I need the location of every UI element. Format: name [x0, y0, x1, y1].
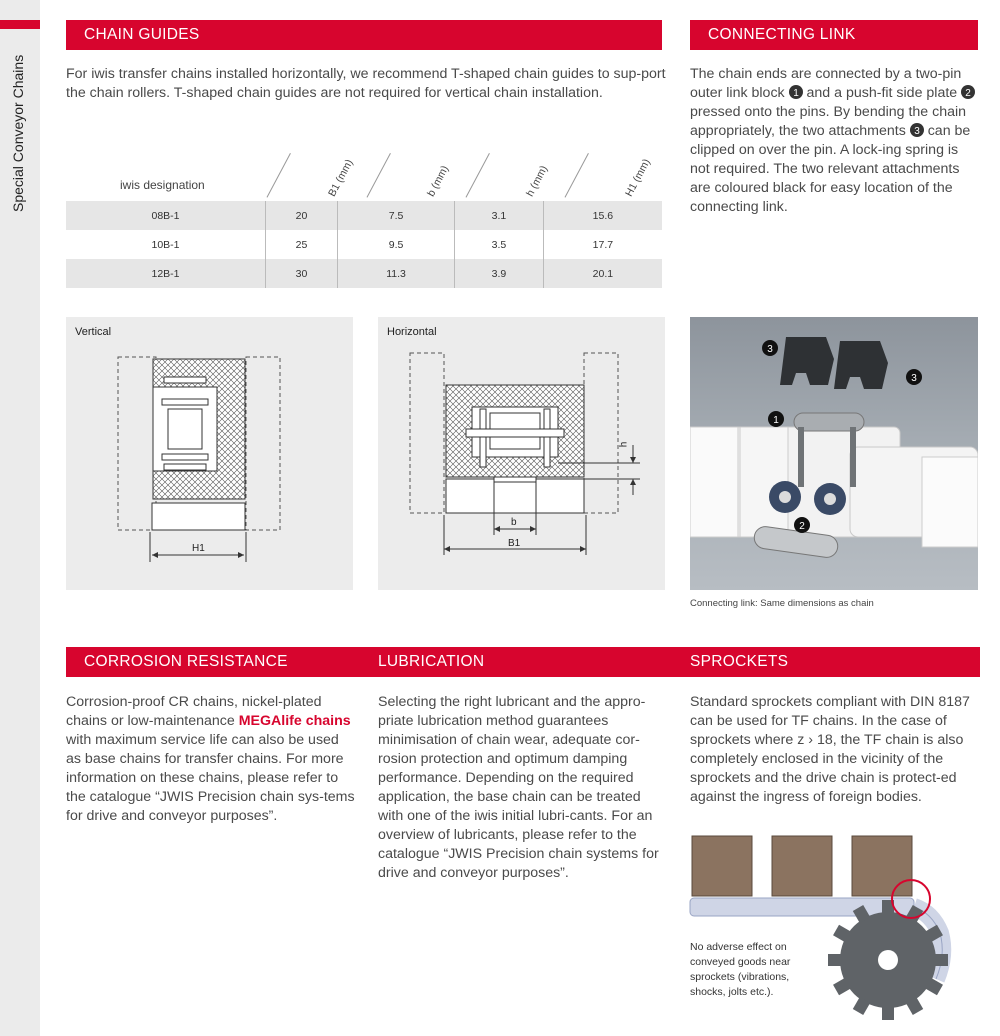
lubrication-header: LUBRICATION: [356, 647, 668, 677]
horizontal-dim-b: b: [511, 517, 517, 528]
table-cell: 15.6: [543, 201, 662, 230]
table-cell: 3.1: [455, 201, 544, 230]
table-col-H1: H1 (mm): [623, 156, 653, 199]
table-header-divider: [367, 153, 391, 198]
table-cell: 11.3: [337, 259, 454, 288]
svg-text:1: 1: [773, 415, 779, 426]
table-cell: 3.5: [455, 230, 544, 259]
sidebar: [0, 0, 40, 1036]
table-row: [66, 259, 662, 288]
table-row: [66, 201, 662, 230]
table-cell: 08B-1: [66, 201, 266, 230]
horizontal-guide-drawing: [378, 317, 665, 590]
chain-guides-table: [66, 201, 662, 288]
table-cell: 10B-1: [66, 230, 266, 259]
megalife-highlight: MEGAlife chains: [238, 713, 351, 729]
horizontal-diagram-title: Horizontal: [387, 326, 437, 338]
vertical-dim-H1: H1: [192, 543, 205, 554]
marker-1-icon: [789, 85, 803, 99]
connecting-link-photo: [690, 317, 978, 590]
corrosion-text: Corrosion-proof CR chains, nickel-plated chains or low-maintenance MEGAlife chains with maximum service life can also be used as base chains for transfer chains. For more information on these chains, please refer to the catalogue “JWIS Precision chain sys-tems for drive and conveyor purposes”.: [66, 694, 355, 824]
lubrication-text: Selecting the right lubricant and the appro-priate lubrication method guarantees minimisation of chain wear, adequate cor-rosion protection and optimum damping performance. Depending on the required application, the base chain can be treated with one of the iwis initial lubri-cants. For an overview of lubricants, please refer to the catalogue “JWIS Precision chain systems for drive and conveyor purposes”.: [378, 694, 659, 881]
svg-text:2: 2: [799, 521, 805, 532]
sidebar-label: Special Conveyor Chains: [10, 54, 26, 212]
sprockets-header: SPROCKETS: [668, 647, 980, 677]
corrosion-header: CORROSION RESISTANCE: [66, 647, 356, 677]
connecting-link-header: CONNECTING LINK: [690, 20, 978, 50]
svg-text:2: 2: [965, 88, 971, 99]
svg-text:3: 3: [767, 344, 773, 355]
sprockets-text: Standard sprockets compliant with DIN 8187 can be used for TF chains. In the case of sprockets where z › 18, the TF chain is also completely enclosed in the vicinity of the sprockets and the drive chain is protect-ed against the ingress of foreign bodies.: [690, 694, 970, 805]
svg-text:1: 1: [792, 88, 799, 99]
table-row: [66, 230, 662, 259]
sidebar-accent-bar: [0, 20, 40, 29]
svg-text:3: 3: [913, 126, 920, 137]
photo-caption: Connecting link: Same dimensions as chain: [690, 598, 874, 609]
table-cell: 7.5: [337, 201, 454, 230]
chain-guides-header: CHAIN GUIDES: [66, 20, 662, 50]
table-cell: 17.7: [592, 238, 614, 251]
table-header-divider: [267, 153, 291, 198]
table-cell: 3.9: [455, 259, 544, 288]
marker-3-icon: [910, 123, 924, 137]
connecting-link-text: The chain ends are connected by a two-pin outer link block 1 and a push-fit side plate 2 pressed onto the pins. By bending the chain appropriately, the two attachments 3 can be clipped on over the pin. A lock-ing spring is not required. The two relevant attachments are coloured black for easy location of the connecting link.: [690, 65, 978, 217]
horizontal-dim-h: h: [618, 441, 630, 448]
sprocket-illustration: [688, 830, 988, 1030]
table-header-divider: [466, 153, 490, 198]
vertical-diagram-title: Vertical: [75, 326, 112, 338]
marker-2-icon: [961, 85, 975, 99]
table-cell: 9.5: [337, 230, 454, 259]
table-cell: 20: [266, 201, 338, 230]
table-cell: 25: [266, 230, 338, 259]
table-cell: 30: [266, 259, 338, 288]
horizontal-diagram-panel: [378, 317, 665, 590]
horizontal-dim-B1: B1: [508, 538, 521, 549]
table-col-B1: B1 (mm): [326, 157, 356, 199]
table-col-b: b (mm): [425, 163, 452, 199]
table-header-divider: [565, 153, 589, 198]
table-col-designation: iwis designation: [120, 178, 205, 192]
table-cell: 20.1: [543, 259, 662, 288]
table-col-h: h (mm): [524, 163, 551, 199]
table-cell: 12B-1: [66, 259, 266, 288]
vertical-diagram-panel: [66, 317, 353, 590]
vertical-guide-drawing: [66, 317, 353, 590]
chain-guides-text: For iwis transfer chains installed horizontally, we recommend T-shaped chain guides to sup-port the chain rollers. T-shaped chain guides are not required for vertical chain installation.: [66, 66, 666, 101]
sprocket-note: No adverse effect on conveyed goods near sprockets (vibrations, shocks, jolts etc.).: [690, 941, 791, 998]
svg-text:3: 3: [911, 373, 917, 384]
